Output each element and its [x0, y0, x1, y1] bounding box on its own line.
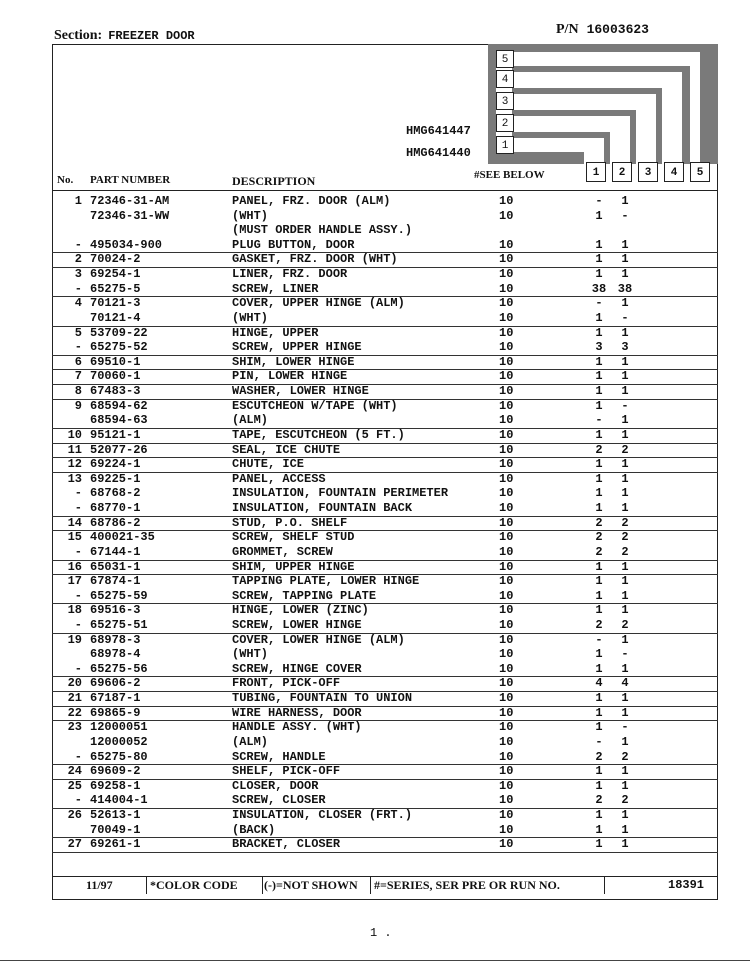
description: SHIM, LOWER HINGE: [232, 354, 355, 369]
series-code: 10: [499, 632, 514, 647]
qty-col-2: 1: [621, 705, 629, 720]
footer-separator: [262, 876, 263, 894]
series-code: 10: [499, 749, 514, 764]
series-code: 10: [499, 457, 514, 472]
part-number: 69516-3: [90, 603, 141, 618]
series-box-4: 4: [496, 70, 514, 88]
qty-col-1: 2: [595, 793, 603, 808]
description: GASKET, FRZ. DOOR (WHT): [232, 252, 398, 267]
series-code: 10: [499, 354, 514, 369]
series-code: 10: [499, 398, 514, 413]
part-number: 65275-56: [90, 661, 148, 676]
description: HINGE, LOWER (ZINC): [232, 603, 369, 618]
part-number: 72346-31-WW: [90, 208, 170, 223]
item-number: 2: [74, 252, 82, 267]
description: TAPE, ESCUTCHEON (5 FT.): [232, 427, 405, 442]
footer-bar: [58, 878, 712, 894]
description: SHIM, UPPER HINGE: [232, 559, 355, 574]
qty-col-2: 2: [621, 617, 629, 632]
part-number: 69606-2: [90, 676, 141, 691]
qty-col-1: 1: [595, 501, 603, 516]
item-number: -: [74, 281, 82, 296]
item-number: 14: [67, 515, 82, 530]
item-number: 6: [74, 354, 82, 369]
model-number-2: HMG641440: [406, 146, 471, 160]
qty-col-2: 1: [621, 194, 629, 208]
qty-col-2: 3: [621, 340, 629, 355]
series-code: 10: [499, 793, 514, 808]
part-number: 69254-1: [90, 267, 141, 282]
qty-col-2: 1: [621, 588, 629, 603]
item-number: -: [74, 617, 82, 632]
qty-col-2: 1: [621, 252, 629, 267]
series-code: 10: [499, 208, 514, 223]
qty-col-2: 1: [621, 808, 629, 823]
description: (WHT): [232, 208, 269, 223]
item-number: 23: [67, 720, 82, 735]
col-header-qty-5: 5: [690, 162, 710, 182]
page-bottom-rule: [0, 960, 750, 961]
description: INSULATION, FOUNTAIN PERIMETER: [232, 486, 449, 501]
qty-col-1: 1: [595, 808, 603, 823]
qty-col-1: 1: [595, 647, 603, 662]
series-code: 10: [499, 705, 514, 720]
part-number: 65031-1: [90, 559, 141, 574]
qty-col-1: -: [595, 296, 603, 311]
description: SCREW, LINER: [232, 281, 319, 296]
part-number: 67144-1: [90, 544, 141, 559]
description: COVER, UPPER HINGE (ALM): [232, 296, 405, 311]
description: CHUTE, ICE: [232, 457, 305, 472]
series-code: 10: [499, 764, 514, 779]
series-code: 10: [499, 325, 514, 340]
description: COVER, LOWER HINGE (ALM): [232, 632, 405, 647]
footer-separator: [604, 876, 605, 894]
item-number: 18: [67, 603, 82, 618]
description: STUD, P.O. SHELF: [232, 515, 348, 530]
qty-col-2: 2: [621, 749, 629, 764]
qty-col-2: 2: [621, 530, 629, 545]
qty-col-2: 1: [621, 559, 629, 574]
qty-col-1: 2: [595, 544, 603, 559]
item-number: 10: [67, 427, 82, 442]
qty-col-2: -: [621, 310, 629, 325]
qty-col-1: 1: [595, 267, 603, 282]
part-number: 67874-1: [90, 574, 141, 589]
part-number: 68768-2: [90, 486, 141, 501]
part-number: 69225-1: [90, 471, 141, 486]
description: PLUG BUTTON, DOOR: [232, 237, 355, 252]
part-number: 68978-3: [90, 632, 141, 647]
description: HANDLE ASSY. (WHT): [232, 720, 362, 735]
col-header-no: No.: [57, 174, 74, 186]
series-code: 10: [499, 544, 514, 559]
series-code: 10: [499, 340, 514, 355]
item-number: 15: [67, 530, 82, 545]
qty-col-1: 1: [595, 486, 603, 501]
qty-col-2: 1: [621, 778, 629, 793]
series-box-3: 3: [496, 92, 514, 110]
item-number: -: [74, 237, 82, 252]
part-number: 95121-1: [90, 427, 141, 442]
item-number: 5: [74, 325, 82, 340]
item-number: -: [74, 661, 82, 676]
part-number: 65275-5: [90, 281, 141, 296]
item-number: 8: [74, 384, 82, 399]
description: SEAL, ICE CHUTE: [232, 442, 341, 457]
qty-col-1: 1: [595, 354, 603, 369]
col-header-qty-2: 2: [612, 162, 632, 182]
part-number: 52613-1: [90, 808, 141, 823]
series-code: 10: [499, 617, 514, 632]
section-label: Section:: [54, 28, 103, 43]
qty-col-2: 1: [621, 237, 629, 252]
qty-col-2: 1: [621, 837, 629, 852]
item-number: -: [74, 501, 82, 516]
description: LINER, FRZ. DOOR: [232, 267, 348, 282]
series-code: 10: [499, 559, 514, 574]
qty-col-2: 1: [621, 486, 629, 501]
description: SCREW, LOWER HINGE: [232, 617, 362, 632]
qty-col-1: 2: [595, 530, 603, 545]
qty-col-2: 1: [621, 632, 629, 647]
description: (BACK): [232, 822, 276, 837]
item-number: 12: [67, 457, 82, 472]
qty-col-1: 1: [595, 384, 603, 399]
model-number-1: HMG641447: [406, 124, 471, 138]
qty-col-1: 1: [595, 369, 603, 384]
col-header-qty-3: 3: [638, 162, 658, 182]
part-number: 69865-9: [90, 705, 141, 720]
description: (WHT): [232, 647, 269, 662]
series-code: 10: [499, 384, 514, 399]
qty-col-1: 3: [595, 340, 603, 355]
item-number: 22: [67, 705, 82, 720]
qty-col-2: 1: [621, 413, 629, 428]
qty-col-1: -: [595, 632, 603, 647]
series-code: 10: [499, 267, 514, 282]
col-header-desc: DESCRIPTION: [232, 174, 316, 188]
part-number: 53709-22: [90, 325, 148, 340]
series-code: 10: [499, 413, 514, 428]
item-number: 3: [74, 267, 82, 282]
qty-col-2: 4: [621, 676, 629, 691]
item-number: 1: [74, 194, 82, 208]
col-header-qty-4: 4: [664, 162, 684, 182]
series-code: 10: [499, 676, 514, 691]
series-code: 10: [499, 574, 514, 589]
item-number: 16: [67, 559, 82, 574]
item-number: 24: [67, 764, 82, 779]
qty-col-2: 2: [621, 544, 629, 559]
qty-col-1: 1: [595, 208, 603, 223]
description: (ALM): [232, 413, 269, 428]
description: CLOSER, DOOR: [232, 778, 319, 793]
item-number: 7: [74, 369, 82, 384]
qty-col-2: 1: [621, 574, 629, 589]
qty-col-1: 1: [595, 471, 603, 486]
qty-col-1: 38: [591, 281, 607, 296]
qty-col-1: 1: [595, 764, 603, 779]
qty-col-2: 1: [621, 325, 629, 340]
part-number: 69261-1: [90, 837, 141, 852]
item-number: -: [74, 749, 82, 764]
part-number: 70060-1: [90, 369, 141, 384]
qty-col-1: 1: [595, 603, 603, 618]
section-value: FREEZER DOOR: [108, 29, 195, 43]
qty-col-1: 1: [595, 691, 603, 706]
pn-label: P/N: [556, 22, 579, 37]
qty-col-1: 2: [595, 442, 603, 457]
series-code: 10: [499, 281, 514, 296]
qty-col-1: -: [595, 194, 603, 208]
footer-doc-number: 18391: [668, 878, 705, 892]
series-code: 10: [499, 252, 514, 267]
description: SCREW, HINGE COVER: [232, 661, 362, 676]
series-code: 10: [499, 691, 514, 706]
part-number: 70121-4: [90, 310, 141, 325]
qty-col-2: -: [621, 720, 629, 735]
series-code: 10: [499, 530, 514, 545]
part-number: 69609-2: [90, 764, 141, 779]
series-box-1: 1: [496, 136, 514, 154]
qty-col-2: 1: [621, 267, 629, 282]
qty-col-2: 1: [621, 471, 629, 486]
description: INSULATION, CLOSER (FRT.): [232, 808, 413, 823]
qty-col-1: 1: [595, 398, 603, 413]
description: SHELF, PICK-OFF: [232, 764, 341, 779]
part-number: 69224-1: [90, 457, 141, 472]
series-code: 10: [499, 778, 514, 793]
item-number: -: [74, 340, 82, 355]
qty-col-1: 1: [595, 588, 603, 603]
item-number: -: [74, 588, 82, 603]
item-number: 25: [67, 778, 82, 793]
col-header-see: #SEE BELOW: [474, 169, 545, 181]
item-number: -: [74, 486, 82, 501]
series-code: 10: [499, 369, 514, 384]
part-number: 68594-63: [90, 413, 148, 428]
description: PIN, LOWER HINGE: [232, 369, 348, 384]
part-number: 68594-62: [90, 398, 148, 413]
qty-col-2: 2: [621, 442, 629, 457]
part-number: 52077-26: [90, 442, 148, 457]
item-number: 27: [67, 837, 82, 852]
item-number: 4: [74, 296, 82, 311]
footer-date: 11/97: [86, 878, 113, 892]
description: (ALM): [232, 734, 269, 749]
series-code: 10: [499, 471, 514, 486]
part-number: 69258-1: [90, 778, 141, 793]
series-code: 10: [499, 808, 514, 823]
qty-col-1: 1: [595, 778, 603, 793]
part-number: 65275-80: [90, 749, 148, 764]
qty-col-1: -: [595, 734, 603, 749]
col-header-part: PART NUMBER: [90, 174, 171, 186]
part-number: 12000051: [90, 720, 148, 735]
qty-col-2: 1: [621, 764, 629, 779]
qty-col-2: 1: [621, 369, 629, 384]
description: HINGE, UPPER: [232, 325, 319, 340]
series-code: 10: [499, 603, 514, 618]
qty-col-2: 1: [621, 691, 629, 706]
series-code: 10: [499, 501, 514, 516]
qty-col-1: 1: [595, 237, 603, 252]
series-code: 10: [499, 486, 514, 501]
item-number: 13: [67, 471, 82, 486]
description: SCREW, TAPPING PLATE: [232, 588, 377, 603]
item-number: 9: [74, 398, 82, 413]
qty-col-1: 1: [595, 837, 603, 852]
description: ESCUTCHEON W/TAPE (WHT): [232, 398, 398, 413]
description: SCREW, HANDLE: [232, 749, 326, 764]
qty-col-2: -: [621, 647, 629, 662]
qty-col-1: 1: [595, 427, 603, 442]
qty-col-1: -: [595, 413, 603, 428]
page-number: 1 .: [370, 926, 392, 940]
qty-col-1: 2: [595, 617, 603, 632]
series-box-5: 5: [496, 50, 514, 68]
part-number: 68770-1: [90, 501, 141, 516]
qty-col-1: 1: [595, 720, 603, 735]
part-number: 67187-1: [90, 691, 141, 706]
description: WIRE HARNESS, DOOR: [232, 705, 362, 720]
series-code: 10: [499, 296, 514, 311]
description: WASHER, LOWER HINGE: [232, 384, 369, 399]
qty-col-1: 4: [595, 676, 603, 691]
series-code: 10: [499, 588, 514, 603]
qty-col-2: 1: [621, 661, 629, 676]
part-number: 65275-51: [90, 617, 148, 632]
item-number: 11: [67, 442, 82, 457]
qty-col-2: 1: [621, 501, 629, 516]
qty-col-2: 1: [621, 384, 629, 399]
item-number: -: [74, 544, 82, 559]
series-code: 10: [499, 515, 514, 530]
qty-col-2: 1: [621, 603, 629, 618]
series-code: 10: [499, 310, 514, 325]
item-number: 26: [67, 808, 82, 823]
item-number: 17: [67, 574, 82, 589]
qty-col-1: 1: [595, 559, 603, 574]
item-number: 21: [67, 691, 82, 706]
series-code: 10: [499, 427, 514, 442]
part-number: 414004-1: [90, 793, 148, 808]
pn-value: 16003623: [586, 22, 649, 37]
qty-col-1: 1: [595, 457, 603, 472]
part-number: 67483-3: [90, 384, 141, 399]
part-number: 69510-1: [90, 354, 141, 369]
col-header-qty-1: 1: [586, 162, 606, 182]
part-number: 65275-59: [90, 588, 148, 603]
series-code: 10: [499, 647, 514, 662]
qty-col-1: 1: [595, 705, 603, 720]
qty-col-2: 1: [621, 457, 629, 472]
description: PANEL, ACCESS: [232, 471, 326, 486]
description: (MUST ORDER HANDLE ASSY.): [232, 223, 413, 238]
description: SCREW, SHELF STUD: [232, 530, 355, 545]
part-number: 70049-1: [90, 822, 141, 837]
series-code: 10: [499, 837, 514, 852]
description: GROMMET, SCREW: [232, 544, 333, 559]
part-number: 68786-2: [90, 515, 141, 530]
footer-divider: [52, 876, 718, 877]
description: SCREW, CLOSER: [232, 793, 326, 808]
series-code: 10: [499, 194, 514, 208]
qty-col-1: 2: [595, 515, 603, 530]
series-code: 10: [499, 822, 514, 837]
series-code: 10: [499, 734, 514, 749]
part-number: 400021-35: [90, 530, 155, 545]
row-divider: [52, 852, 718, 853]
part-number: 495034-900: [90, 237, 163, 252]
qty-col-2: 2: [621, 793, 629, 808]
description: BRACKET, CLOSER: [232, 837, 341, 852]
description: TUBING, FOUNTAIN TO UNION: [232, 691, 413, 706]
qty-col-1: 1: [595, 661, 603, 676]
qty-col-2: -: [621, 208, 629, 223]
qty-col-1: 1: [595, 310, 603, 325]
description: PANEL, FRZ. DOOR (ALM): [232, 194, 391, 208]
part-number: 72346-31-AM: [90, 194, 170, 208]
part-number: 12000052: [90, 734, 148, 749]
item-number: -: [74, 793, 82, 808]
series-code: 10: [499, 237, 514, 252]
item-number: 20: [67, 676, 82, 691]
part-number: 70024-2: [90, 252, 141, 267]
qty-col-1: 2: [595, 749, 603, 764]
series-code: 10: [499, 442, 514, 457]
part-number: 70121-3: [90, 296, 141, 311]
description: TAPPING PLATE, LOWER HINGE: [232, 574, 420, 589]
series-code: 10: [499, 661, 514, 676]
footer-series-note: #=SERIES, SER PRE OR RUN NO.: [374, 878, 560, 892]
footer-separator: [370, 876, 371, 894]
description: (WHT): [232, 310, 269, 325]
footer-separator: [146, 876, 147, 894]
series-code: 10: [499, 720, 514, 735]
qty-col-1: 1: [595, 252, 603, 267]
item-number: 19: [67, 632, 82, 647]
qty-col-2: 1: [621, 734, 629, 749]
part-number: 68978-4: [90, 647, 141, 662]
qty-col-2: 1: [621, 354, 629, 369]
description: SCREW, UPPER HINGE: [232, 340, 362, 355]
qty-col-2: 1: [621, 822, 629, 837]
description: FRONT, PICK-OFF: [232, 676, 341, 691]
qty-col-1: 1: [595, 574, 603, 589]
description: INSULATION, FOUNTAIN BACK: [232, 501, 413, 516]
footer-color-code: *COLOR CODE: [150, 878, 238, 892]
qty-col-2: 1: [621, 427, 629, 442]
footer-not-shown: (-)=NOT SHOWN: [264, 878, 358, 892]
qty-col-2: -: [621, 398, 629, 413]
part-number: 65275-52: [90, 340, 148, 355]
qty-col-2: 1: [621, 296, 629, 311]
qty-col-1: 1: [595, 822, 603, 837]
series-box-2: 2: [496, 114, 514, 132]
qty-col-2: 2: [621, 515, 629, 530]
header-divider: [52, 190, 718, 191]
qty-col-2: 38: [617, 281, 633, 296]
qty-col-1: 1: [595, 325, 603, 340]
